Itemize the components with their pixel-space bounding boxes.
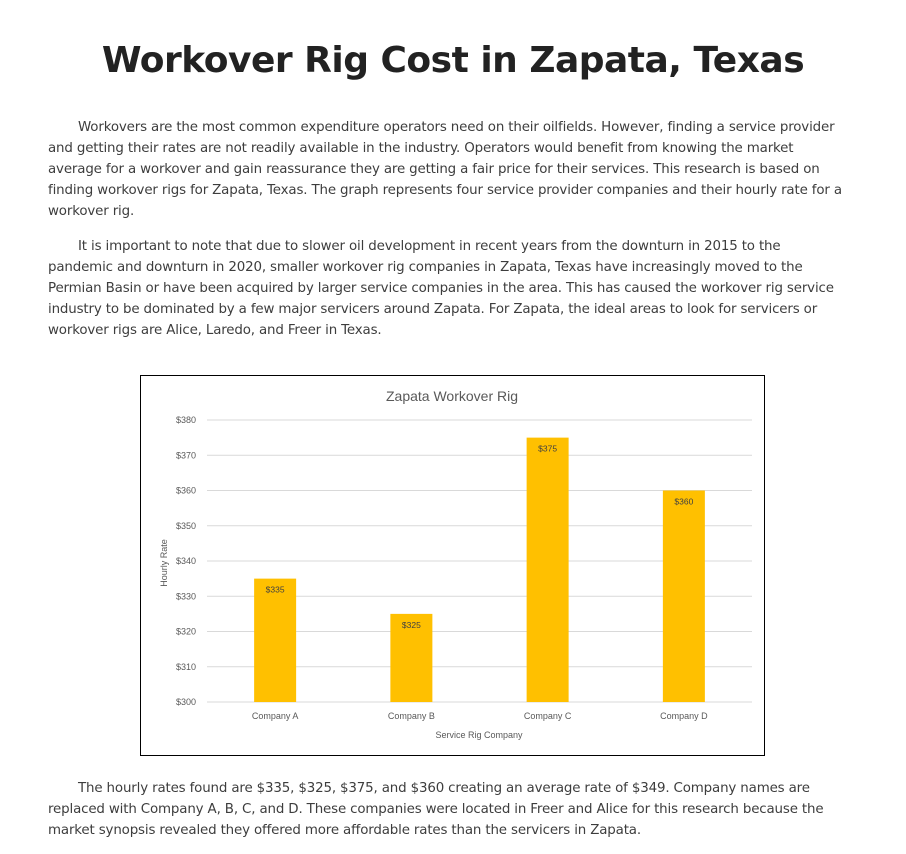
x-axis-label: Service Rig Company xyxy=(435,730,523,740)
y-tick-label: $380 xyxy=(175,415,196,425)
y-tick-label: $360 xyxy=(175,485,196,496)
x-tick-label: Company D xyxy=(660,711,708,721)
context-paragraph: It is important to note that due to slower oil development in recent years from the downturn in 2015 to the pandemic and downturn in 2020, smaller workover rig companies in Zapata, Texas have increasingly moved to the Permian Basin or have been acquired by larger service companies in the area. This has caused the workover rig service industry to be dominated by a few major servicers around Zapata. For Zapata, the ideal areas to look for servicers or workover rigs are Alice, Laredo, and Freer in Texas. xyxy=(48,239,834,338)
bar-company-c xyxy=(527,438,569,702)
y-tick-label: $300 xyxy=(175,697,196,707)
y-tick-label: $320 xyxy=(175,626,196,637)
bar-company-a xyxy=(254,579,296,702)
page-title: Workover Rig Cost in Zapata, Texas xyxy=(101,40,805,81)
y-tick-label: $340 xyxy=(175,556,196,566)
x-tick-label: Company B xyxy=(387,711,435,721)
y-axis-label: Hourly Rate xyxy=(159,539,169,587)
summary-paragraph: The hourly rates found are $335, $325, $375, and $360 creating an average rate of $349. Company names are replaced with Company A, B, C, and D. These companies were located in Freer and Alice for this research because the market synopsis revealed they offered more affordable rates than the servicers in Zapata. xyxy=(48,781,824,838)
bar-data-label: $360 xyxy=(674,496,694,507)
x-tick-label: Company A xyxy=(251,711,299,721)
y-tick-label: $310 xyxy=(175,661,196,672)
y-tick-label: $370 xyxy=(175,450,196,461)
bar-data-label: $335 xyxy=(265,584,285,595)
bar-chart xyxy=(140,375,765,756)
chart-title: Zapata Workover Rig xyxy=(385,388,519,404)
bar-chart-svg xyxy=(141,376,764,755)
bar-company-d xyxy=(663,491,705,703)
y-tick-label: $330 xyxy=(175,591,196,602)
bar-data-label: $325 xyxy=(401,619,421,630)
x-tick-label: Company C xyxy=(523,711,572,721)
y-tick-label: $350 xyxy=(175,520,196,531)
intro-paragraph: Workovers are the most common expenditure operators need on their oilfields. However, finding a service provider and getting their rates are not readily available in the industry. Operators would benefit from knowing the market average for a workover and gain reassurance they are getting a fair price for their services. This research is based on finding workover rigs for Zapata, Texas. The graph represents four service provider companies and their hourly rate for a workover rig. xyxy=(48,120,842,219)
bar-data-label: $375 xyxy=(538,443,558,454)
